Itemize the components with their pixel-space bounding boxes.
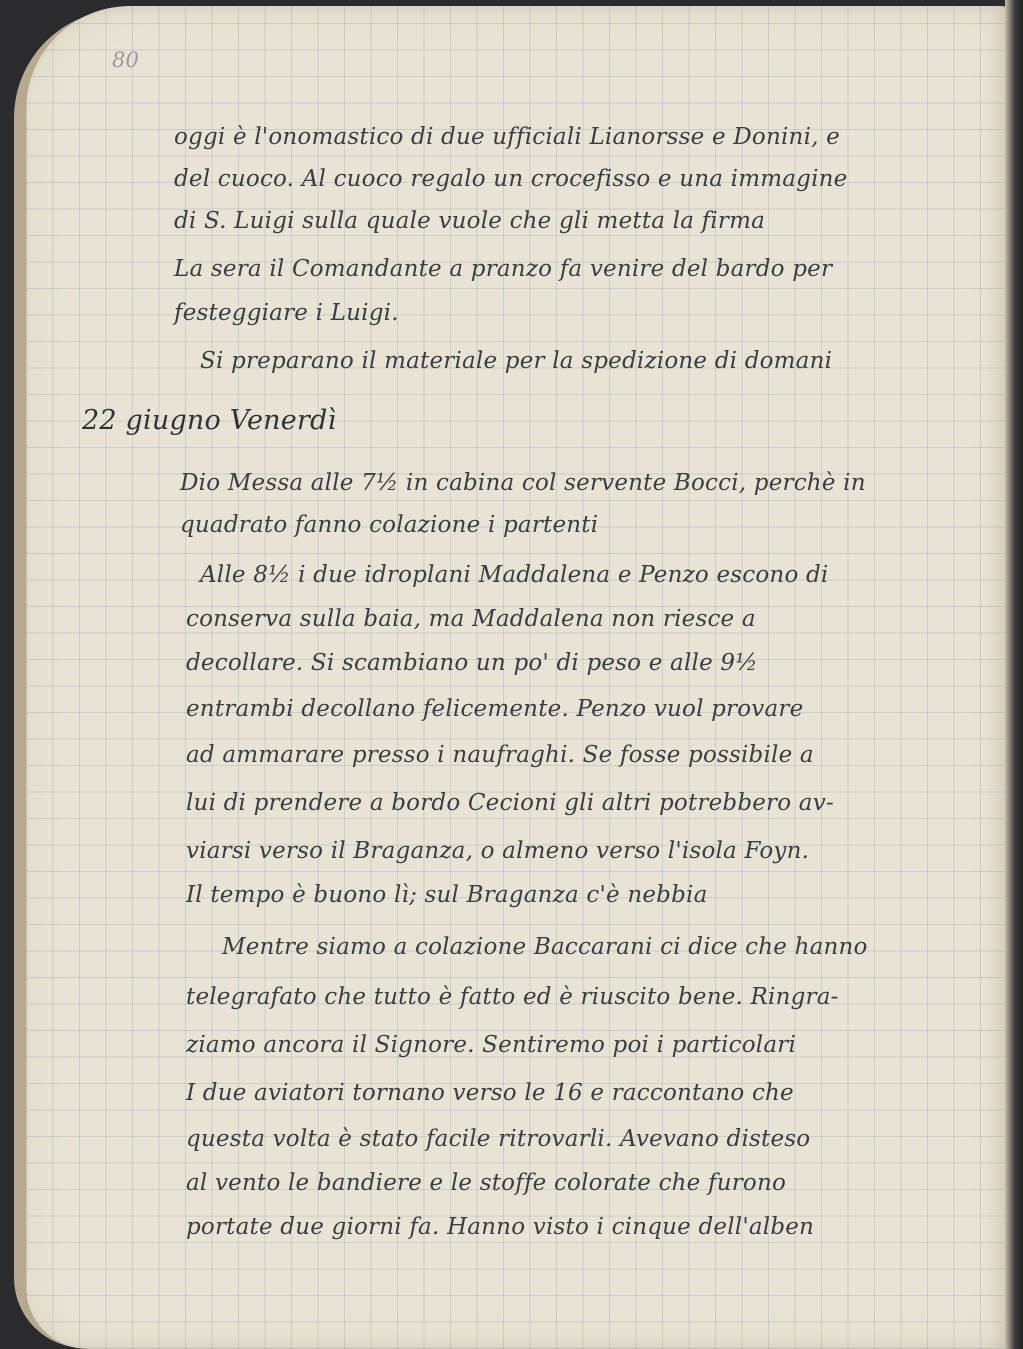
- notebook-binding: [1005, 0, 1023, 1349]
- text-line: questa volta è stato facile ritrovarli. Avevano disteso: [186, 1126, 811, 1152]
- text-line: festeggiare i Luigi.: [174, 300, 399, 326]
- text-line: Alle 8½ i due idroplani Maddalena e Penzo escono di: [200, 562, 829, 588]
- text-line: viarsi verso il Braganza, o almeno verso l'isola Foyn.: [186, 838, 810, 864]
- text-line: telegrafato che tutto è fatto ed è riuscito bene. Ringra-: [186, 984, 839, 1010]
- text-line: portate due giorni fa. Hanno visto i cinque dell'alben: [186, 1214, 815, 1240]
- handwritten-text: [26, 6, 1008, 1349]
- text-line: decollare. Si scambiano un po' di peso e alle 9½: [186, 650, 758, 676]
- text-line: ad ammarare presso i naufraghi. Se fosse possibile a: [186, 742, 814, 768]
- text-line: lui di prendere a bordo Cecioni gli altri potrebbero av-: [186, 790, 834, 816]
- text-line: Si preparano il materiale per la spedizione di domani: [200, 348, 833, 374]
- text-line: entrambi decollano felicemente. Penzo vuol provare: [186, 696, 804, 722]
- text-line: Dio Messa alle 7½ in cabina col servente Bocci, perchè in: [180, 470, 866, 496]
- text-line: Il tempo è buono lì; sul Braganza c'è nebbia: [186, 882, 708, 908]
- text-line: oggi è l'onomastico di due ufficiali Lianorsse e Donini, e: [174, 124, 840, 150]
- text-line: I due aviatori tornano verso le 16 e raccontano che: [186, 1080, 794, 1106]
- text-line: del cuoco. Al cuoco regalo un crocefisso e una immagine: [174, 166, 848, 192]
- page-number: 80: [112, 48, 140, 72]
- text-line: Mentre siamo a colazione Baccarani ci dice che hanno: [222, 934, 868, 960]
- text-line: di S. Luigi sulla quale vuole che gli metta la firma: [174, 208, 766, 234]
- text-line: conserva sulla baia, ma Maddalena non riesce a: [186, 606, 756, 632]
- entry-date-heading: 22 giugno Venerdì: [82, 405, 337, 436]
- text-line: La sera il Comandante a pranzo fa venire del bardo per: [174, 256, 833, 282]
- text-line: al vento le bandiere e le stoffe colorate che furono: [186, 1170, 787, 1196]
- notebook-page: [26, 6, 1008, 1349]
- text-line: ziamo ancora il Signore. Sentiremo poi i particolari: [186, 1032, 797, 1058]
- text-line: quadrato fanno colazione i partenti: [180, 512, 599, 538]
